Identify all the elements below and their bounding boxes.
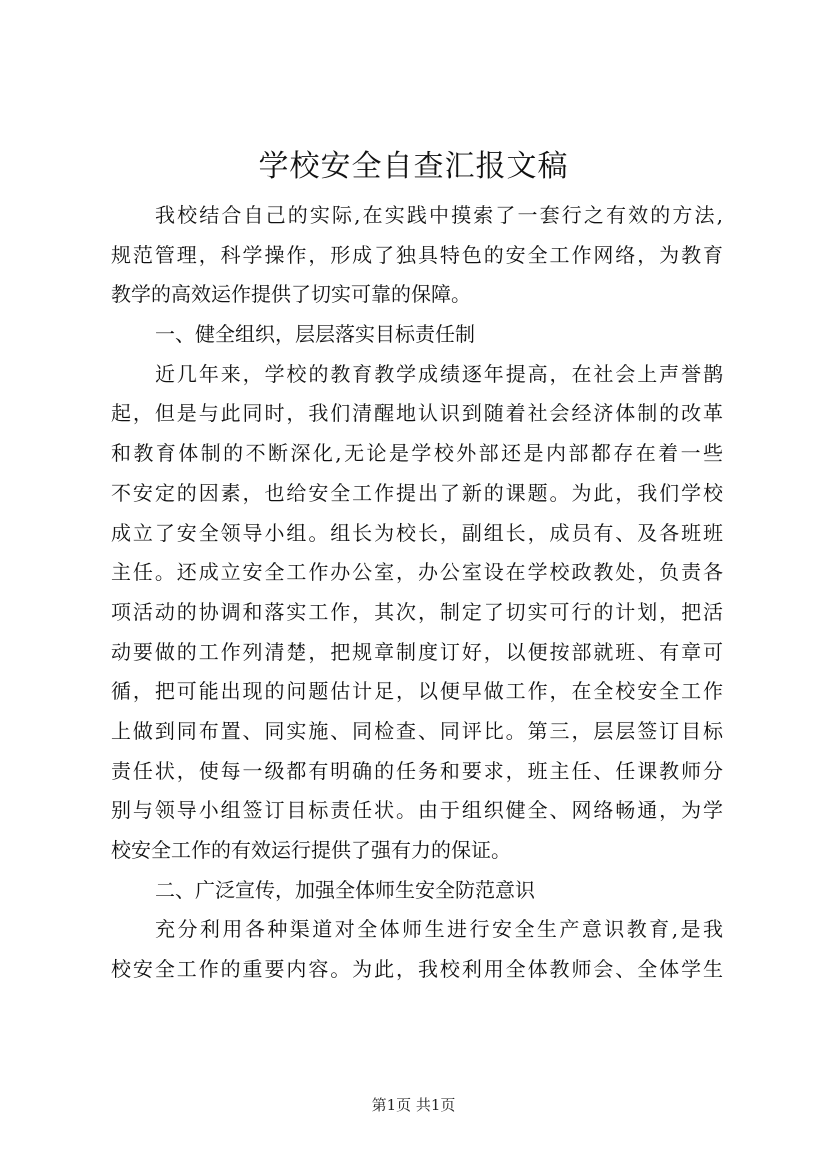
document-body	[111, 196, 723, 990]
text-line: 成立了安全领导小组。组长为校长，副组长，成员有、及各班班	[111, 520, 723, 545]
document-title: 学校安全自查汇报文稿	[258, 149, 569, 184]
text-line: 我校结合自己的实际,在实践中摸索了一套行之有效的方法,	[155, 203, 723, 227]
text-line: 一、健全组织，层层落实目标责任制	[155, 322, 475, 347]
text-line: 上做到同布置、同实施、同检查、同评比。第三，层层签订目标	[111, 718, 723, 743]
text-line: 项活动的协调和落实工作，其次，制定了切实可行的计划，把活	[111, 599, 723, 624]
text-line: 和教育体制的不断深化,无论是学校外部还是内部都存在着一些	[111, 441, 723, 466]
text-line: 充分利用各种渠道对全体师生进行安全生产意识教育,是我	[155, 917, 723, 942]
text-line: 校安全工作的重要内容。为此，我校利用全体教师会、全体学生	[111, 957, 723, 982]
text-line: 动要做的工作列清楚，把规章制度订好，以便按部就班、有章可	[111, 639, 723, 664]
text-line: 近几年来，学校的教育教学成绩逐年提高，在社会上声誉鹊	[155, 361, 723, 386]
text-line: 循，把可能出现的问题估计足，以便早做工作，在全校安全工作	[111, 679, 723, 704]
text-line: 责任状，使每一级都有明确的任务和要求，班主任、任课教师分	[111, 758, 723, 783]
text-line: 不安定的因素，也给安全工作提出了新的课题。为此，我们学校	[111, 480, 723, 505]
text-line: 校安全工作的有效运行提供了强有力的保证。	[111, 838, 511, 862]
text-line: 规范管理，科学操作，形成了独具特色的安全工作网络，为教育	[111, 242, 723, 267]
text-line: 二、广泛宣传，加强全体师生安全防范意识	[155, 877, 535, 902]
text-line: 起，但是与此同时，我们清醒地认识到随着社会经济体制的改革	[111, 401, 723, 426]
text-line: 别与领导小组签订目标责任状。由于组织健全、网络畅通，为学	[111, 798, 723, 823]
text-line: 教学的高效运作提供了切实可靠的保障。	[111, 282, 471, 307]
text-line: 主任。还成立安全工作办公室，办公室设在学校政教处，负责各	[111, 560, 723, 585]
page-footer: 第1页 共1页	[371, 1096, 456, 1114]
